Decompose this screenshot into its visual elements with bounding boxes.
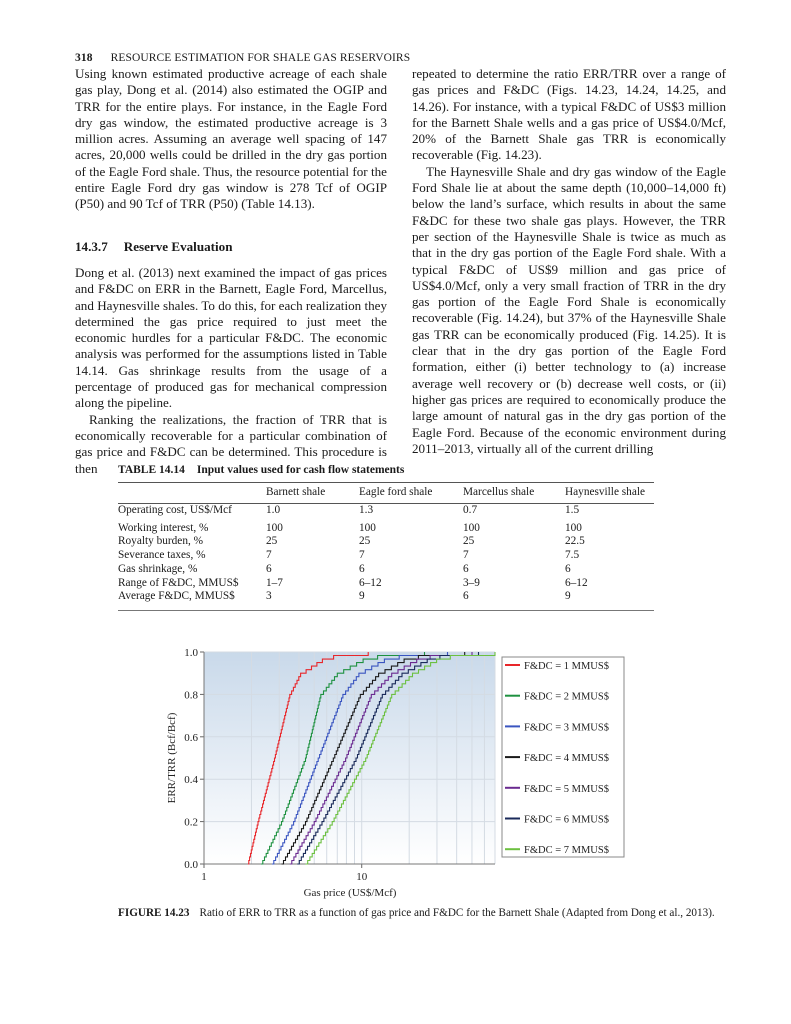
table-cell: 7 (266, 549, 272, 562)
table-cell: 100 (565, 521, 582, 534)
row-label: Royalty burden, % (118, 535, 204, 548)
table-cell: 100 (266, 521, 283, 534)
x-axis-label: Gas price (US$/Mcf) (303, 887, 397, 899)
y-tick-label: 0.8 (184, 689, 198, 702)
legend-label: F&DC = 7 MMUS$ (524, 845, 609, 857)
table-cell: 3 (266, 590, 359, 610)
paragraph: Ranking the realizations, the fraction of TRR that is economically recoverable for a particular combination of gas price and F&DC can be determined. This procedure is then (75, 411, 387, 476)
table-cell: 6–12 (565, 576, 588, 589)
section-title: Reserve Evaluation (123, 238, 233, 254)
table-cell: 25 (463, 535, 475, 548)
table-cell: 9 (565, 590, 654, 610)
table-cell: 100 (359, 521, 376, 534)
column-header: Eagle ford shale (359, 483, 463, 504)
x-tick-label: 1 (201, 871, 207, 883)
table-cell: 6 (463, 562, 469, 575)
y-tick-label: 0.2 (184, 816, 198, 829)
table-cell: 6–12 (359, 576, 382, 589)
legend-label: F&DC = 4 MMUS$ (524, 753, 609, 765)
figure-caption (118, 907, 715, 919)
table-cell: 6 (266, 562, 272, 575)
table-cell: 6 (463, 590, 565, 610)
paragraph: Using known estimated productive acreage of each shale gas play, Dong et al. (2014) also estimated the OGIP and TRR for the entire plays. For instance, in the Eagle Ford dry gas window, the estimated productive acreage is 3 million acres. Assuming an average well spacing of 147 acres, 20,000 wells could be drilled in the dry gas portion of the Eagle Ford shale. Thus, the resource potential for the entire Eagle Ford dry gas window is 278 Tcf of OGIP (P50) and 90 Tcf of TRR (P50) (Table 14.13). (75, 66, 387, 212)
table-cell: 9 (359, 590, 463, 610)
running-title: RESOURCE ESTIMATION FOR SHALE GAS RESERVOIRS (110, 52, 411, 64)
column-header: Barnett shale (266, 483, 359, 504)
table-cell: 3–9 (463, 576, 480, 589)
column-header: Haynesville shale (565, 483, 654, 504)
figure-caption-text: Ratio of ERR to TRR as a function of gas price and F&DC for the Barnett Shale (Adapted from Dong et al., 2013). (199, 907, 715, 919)
table-cell: 1–7 (266, 576, 283, 589)
plot-area (204, 652, 495, 864)
page-number: 318 (75, 52, 93, 64)
table-cell: 1.0 (266, 504, 281, 516)
y-tick-label: 0.0 (184, 859, 198, 871)
row-label: Range of F&DC, MMUS$ (118, 576, 239, 589)
table-cell: 0.7 (463, 504, 478, 516)
table-cell: 22.5 (565, 535, 585, 548)
table-cell: 1.3 (359, 504, 374, 516)
table-cell: 25 (266, 535, 278, 548)
section-number: 14.3.7 (75, 238, 108, 254)
row-label: Working interest, % (118, 521, 209, 534)
table-cell: 7 (359, 549, 365, 562)
row-label: Operating cost, US$/Mcf (118, 504, 232, 516)
row-label: Gas shrinkage, % (118, 562, 198, 575)
table-cell: 7 (463, 549, 469, 562)
paragraph: Dong et al. (2013) next examined the impact of gas prices and F&DC on ERR in the Barnett, Eagle Ford, Marcellus, and Haynesville shales. To do this, for each realization they determined the gas price required to just meet the economic hurdles for a particular F&DC. The economic analysis was performed for the assumptions listed in Table 14.14. Gas shrinkage results from the usage of a percentage of produced gas for mechanical compression along the pipeline. (75, 264, 387, 411)
legend-label: F&DC = 2 MMUS$ (524, 691, 609, 703)
table-cell: 7.5 (565, 549, 580, 562)
table-cell: 100 (463, 521, 480, 534)
table-caption: Input values used for cash flow statements (196, 464, 405, 476)
legend-label: F&DC = 5 MMUS$ (524, 783, 609, 795)
table-cell: 6 (359, 562, 365, 575)
y-tick-label: 1.0 (184, 647, 198, 659)
legend-label: F&DC = 6 MMUS$ (524, 814, 609, 826)
paragraph: The Haynesville Shale and dry gas window of the Eagle Ford Shale lie at about the same depth (10,000–14,000 ft) below the land’s surface, which results in about the same F&DC for these two shale gas plays. However, the TRR per section of the Haynesville Shale is twice as much as that in the dry gas portion of the Eagle Ford shale. With a typical F&DC of US$9 million and gas price of US$4.0/Mcf, only a very small fraction of TRR in the dry gas portion of the Eagle Ford Shale is economically recoverable (Fig. 14.24), but 37% of the Haynesville Shale gas TRR can be economically produced (Fig. 14.25). It is clear that in the dry gas portion of the Eagle Ford formation, either (i) better technology to (a) increase average well recovery or (b) decrease well costs, or (ii) higher gas prices are required to economically produce the large amount of natural gas in the dry gas portion of the Eagle Ford. Because of the economic environment during 2011–2013, virtually all of the current drilling (412, 163, 726, 456)
table-cell: 25 (359, 535, 371, 548)
y-tick-label: 0.6 (184, 731, 198, 744)
y-tick-label: 0.4 (184, 774, 198, 787)
legend-label: F&DC = 3 MMUS$ (524, 722, 609, 734)
row-label: Average F&DC, MMUS$ (118, 590, 266, 610)
table-cell: 1.5 (565, 504, 580, 516)
table-label: TABLE 14.14 (118, 464, 185, 476)
row-label: Severance taxes, % (118, 549, 206, 562)
figure-label: FIGURE 14.23 (118, 907, 190, 919)
legend-label: F&DC = 1 MMUS$ (524, 661, 609, 672)
paragraph: repeated to determine the ratio ERR/TRR over a range of gas prices and F&DC (Figs. 14.23, 14.24, 14.25, and 14.26). For instance, with a typical F&DC of US$3 million for the Barnett Shale wells and a gas price of US$4.0/Mcf, 20% of the Barnett Shale gas TRR is economically recoverable (Fig. 14.23). (412, 66, 726, 163)
y-axis-label: ERR/TRR (Bcf/Bcf) (166, 712, 178, 804)
column-header: Marcellus shale (463, 483, 565, 504)
table-cell: 6 (565, 562, 571, 575)
x-tick-label: 10 (356, 871, 368, 883)
